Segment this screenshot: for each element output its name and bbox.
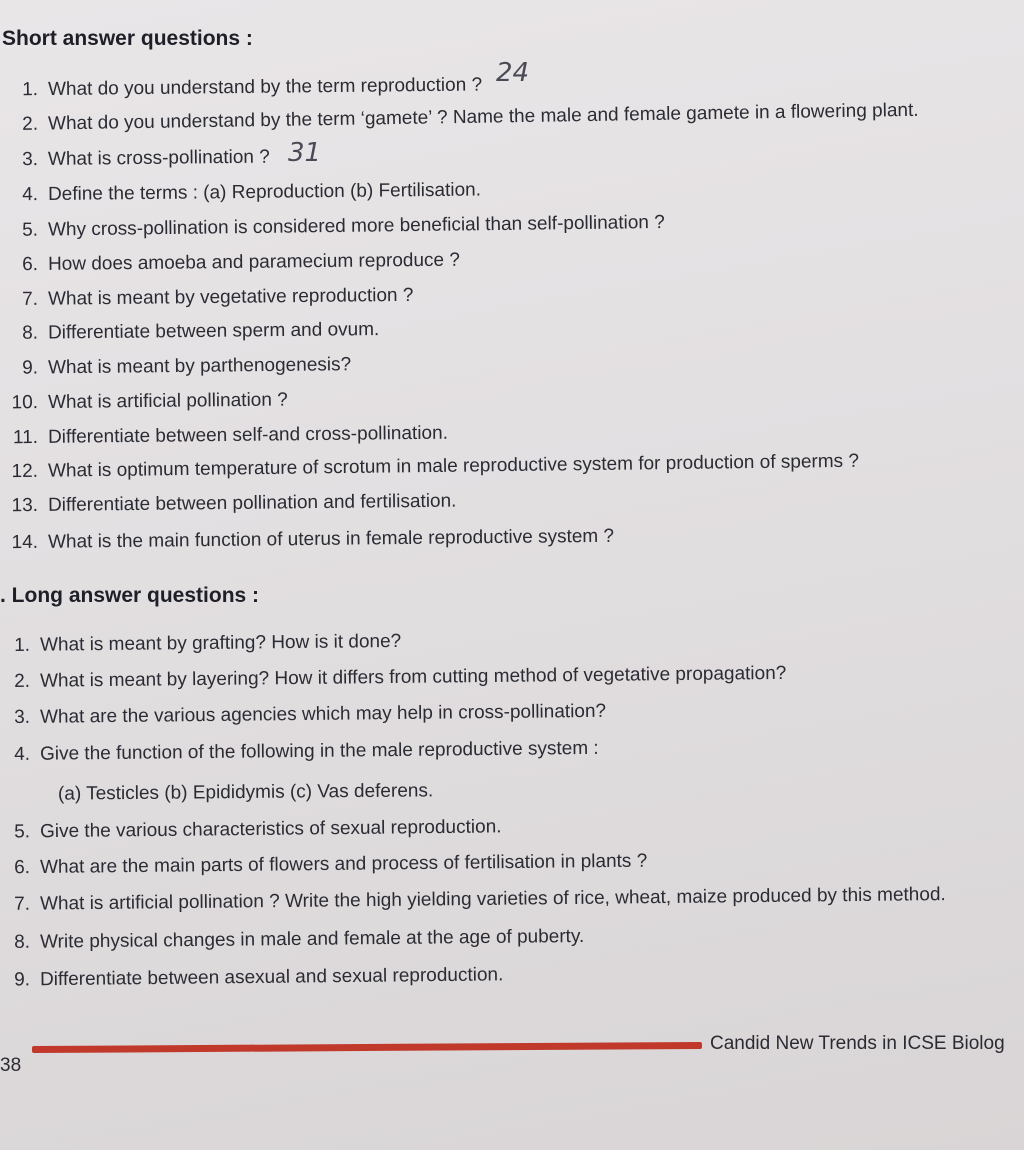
short-question: 2. What do you understand by the term ‘gamete’ ? Name the male and female gamete in a flowering plant. bbox=[22, 99, 919, 135]
short-question: 3. What is cross-pollination ? bbox=[22, 146, 270, 171]
short-question: 4. Define the terms : (a) Reproduction (b) Fertilisation. bbox=[22, 179, 482, 206]
long-question: 8. Write physical changes in male and female at the age of puberty. bbox=[14, 925, 585, 953]
short-question: 5. Why cross-pollination is considered more beneficial than self-pollination ? bbox=[22, 211, 665, 241]
short-question: 14. What is the main function of uterus in female reproductive system ? bbox=[11, 525, 615, 554]
question-4-subparts: (a) Testicles (b) Epididymis (c) Vas deferens. bbox=[57, 780, 434, 805]
long-question: 6. What are the main parts of flowers and process of fertilisation in plants ? bbox=[14, 850, 648, 879]
short-question: 8. Differentiate between sperm and ovum. bbox=[22, 319, 380, 344]
handwritten-note: 31 bbox=[288, 138, 322, 168]
short-question: 11. Differentiate between self-and cross-pollination. bbox=[12, 422, 449, 449]
long-question: 1. What is meant by grafting? How is it done? bbox=[14, 630, 402, 656]
short-question: 7. What is meant by vegetative reproduction ? bbox=[22, 284, 414, 310]
long-question: 2. What is meant by layering? How it differs from cutting method of vegetative propagation? bbox=[14, 662, 787, 692]
short-question: 13. Differentiate between pollination and fertilisation. bbox=[11, 490, 457, 517]
book-title: Candid New Trends in ICSE Biolog bbox=[710, 1033, 1005, 1054]
long-answer-heading: . Long answer questions : bbox=[0, 584, 260, 607]
short-question: 10. What is artificial pollination ? bbox=[11, 389, 288, 414]
short-question: 9. What is meant by parthenogenesis? bbox=[22, 354, 352, 379]
short-question: 1. What do you understand by the term reproduction ? bbox=[22, 74, 483, 101]
long-question: 3. What are the various agencies which may help in cross-pollination? bbox=[14, 700, 607, 729]
short-question: 12. What is optimum temperature of scrotum in male reproductive system for production of sperms ? bbox=[11, 450, 860, 483]
long-question: 9. Differentiate between asexual and sexual reproduction. bbox=[14, 964, 504, 991]
long-question: 4. Give the function of the following in the male reproductive system : bbox=[14, 737, 599, 765]
short-question: 6. How does amoeba and paramecium reproduce ? bbox=[22, 249, 461, 276]
handwritten-note: 24 bbox=[496, 58, 530, 88]
long-question: 5. Give the various characteristics of sexual reproduction. bbox=[14, 816, 502, 843]
short-answer-heading: Short answer questions : bbox=[2, 27, 253, 50]
page-number: 38 bbox=[0, 1055, 22, 1076]
footer-rule bbox=[32, 1042, 702, 1053]
long-question: 7. What is artificial pollination ? Write the high yielding varieties of rice, wheat, maize produced by this method. bbox=[14, 884, 946, 915]
